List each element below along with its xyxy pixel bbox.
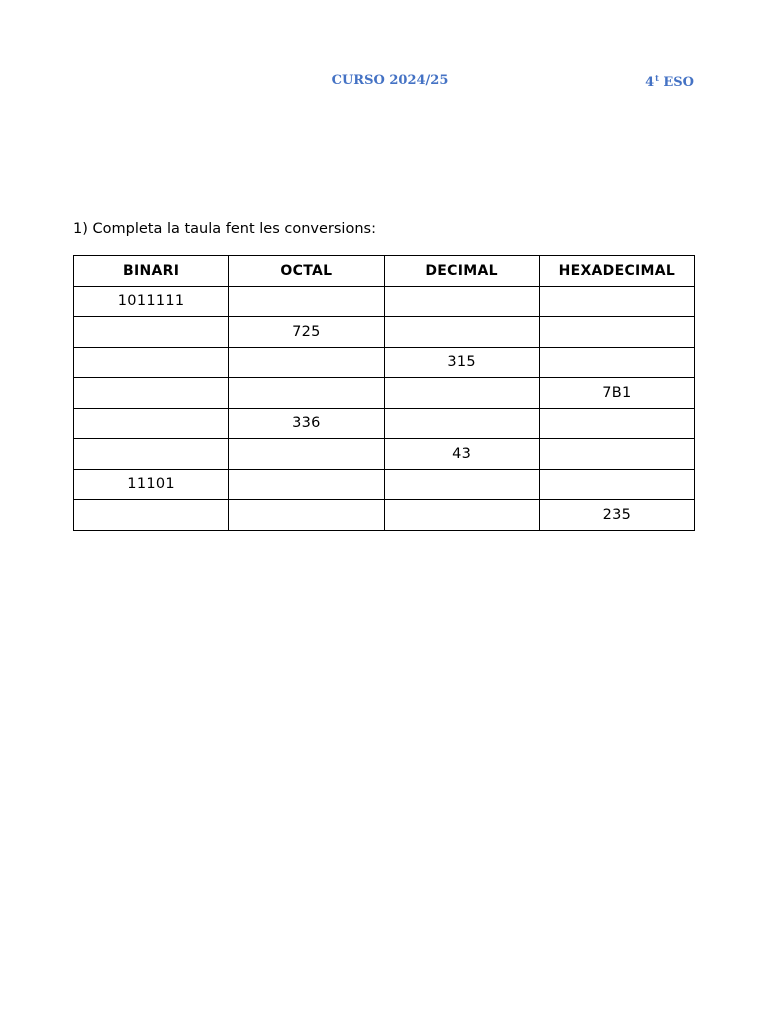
table-cell-decimal: 315 (384, 347, 539, 378)
table-row (74, 378, 695, 409)
header-course: CURSO 2024/25 (331, 73, 449, 88)
table-cell-hexadecimal: 7B1 (539, 378, 694, 409)
table-row (74, 408, 695, 439)
header-level (645, 73, 694, 90)
table-cell-binari (74, 500, 229, 531)
table-row (74, 347, 695, 378)
table-cell-hexadecimal (539, 469, 694, 500)
table-header-row (74, 256, 695, 287)
table-cell-octal: 725 (229, 317, 384, 348)
conversion-table (73, 255, 695, 531)
table-cell-hexadecimal: 235 (539, 500, 694, 531)
table-cell-binari (74, 378, 229, 409)
table-cell-binari (74, 317, 229, 348)
table-row (74, 500, 695, 531)
table-cell-hexadecimal (539, 408, 694, 439)
table-cell-binari (74, 439, 229, 470)
table-cell-decimal (384, 317, 539, 348)
column-header-binari: BINARI (74, 256, 229, 287)
table-cell-hexadecimal (539, 317, 694, 348)
table-cell-octal (229, 378, 384, 409)
table-cell-decimal (384, 378, 539, 409)
table-cell-octal (229, 469, 384, 500)
table-cell-decimal (384, 469, 539, 500)
header-level-number: 4 (645, 75, 655, 90)
table-cell-binari: 11101 (74, 469, 229, 500)
table-cell-octal: 336 (229, 408, 384, 439)
table-row (74, 439, 695, 470)
table-cell-binari (74, 347, 229, 378)
table-cell-decimal (384, 408, 539, 439)
table-cell-decimal: 43 (384, 439, 539, 470)
table-cell-decimal (384, 286, 539, 317)
table-row (74, 286, 695, 317)
table-row (74, 469, 695, 500)
table-cell-octal (229, 347, 384, 378)
table-row (74, 317, 695, 348)
exercise-instruction: 1) Completa la taula fent les conversions: (73, 221, 376, 237)
table-cell-octal (229, 439, 384, 470)
column-header-decimal: DECIMAL (384, 256, 539, 287)
table-cell-decimal (384, 500, 539, 531)
table-cell-hexadecimal (539, 347, 694, 378)
table-cell-binari (74, 408, 229, 439)
header-level-superscript: t (655, 73, 659, 83)
table-cell-hexadecimal (539, 286, 694, 317)
column-header-hexadecimal: HEXADECIMAL (539, 256, 694, 287)
header-level-name: ESO (663, 75, 694, 90)
table-cell-octal (229, 500, 384, 531)
table-cell-octal (229, 286, 384, 317)
table-cell-binari: 1011111 (74, 286, 229, 317)
table-cell-hexadecimal (539, 439, 694, 470)
column-header-octal: OCTAL (229, 256, 384, 287)
